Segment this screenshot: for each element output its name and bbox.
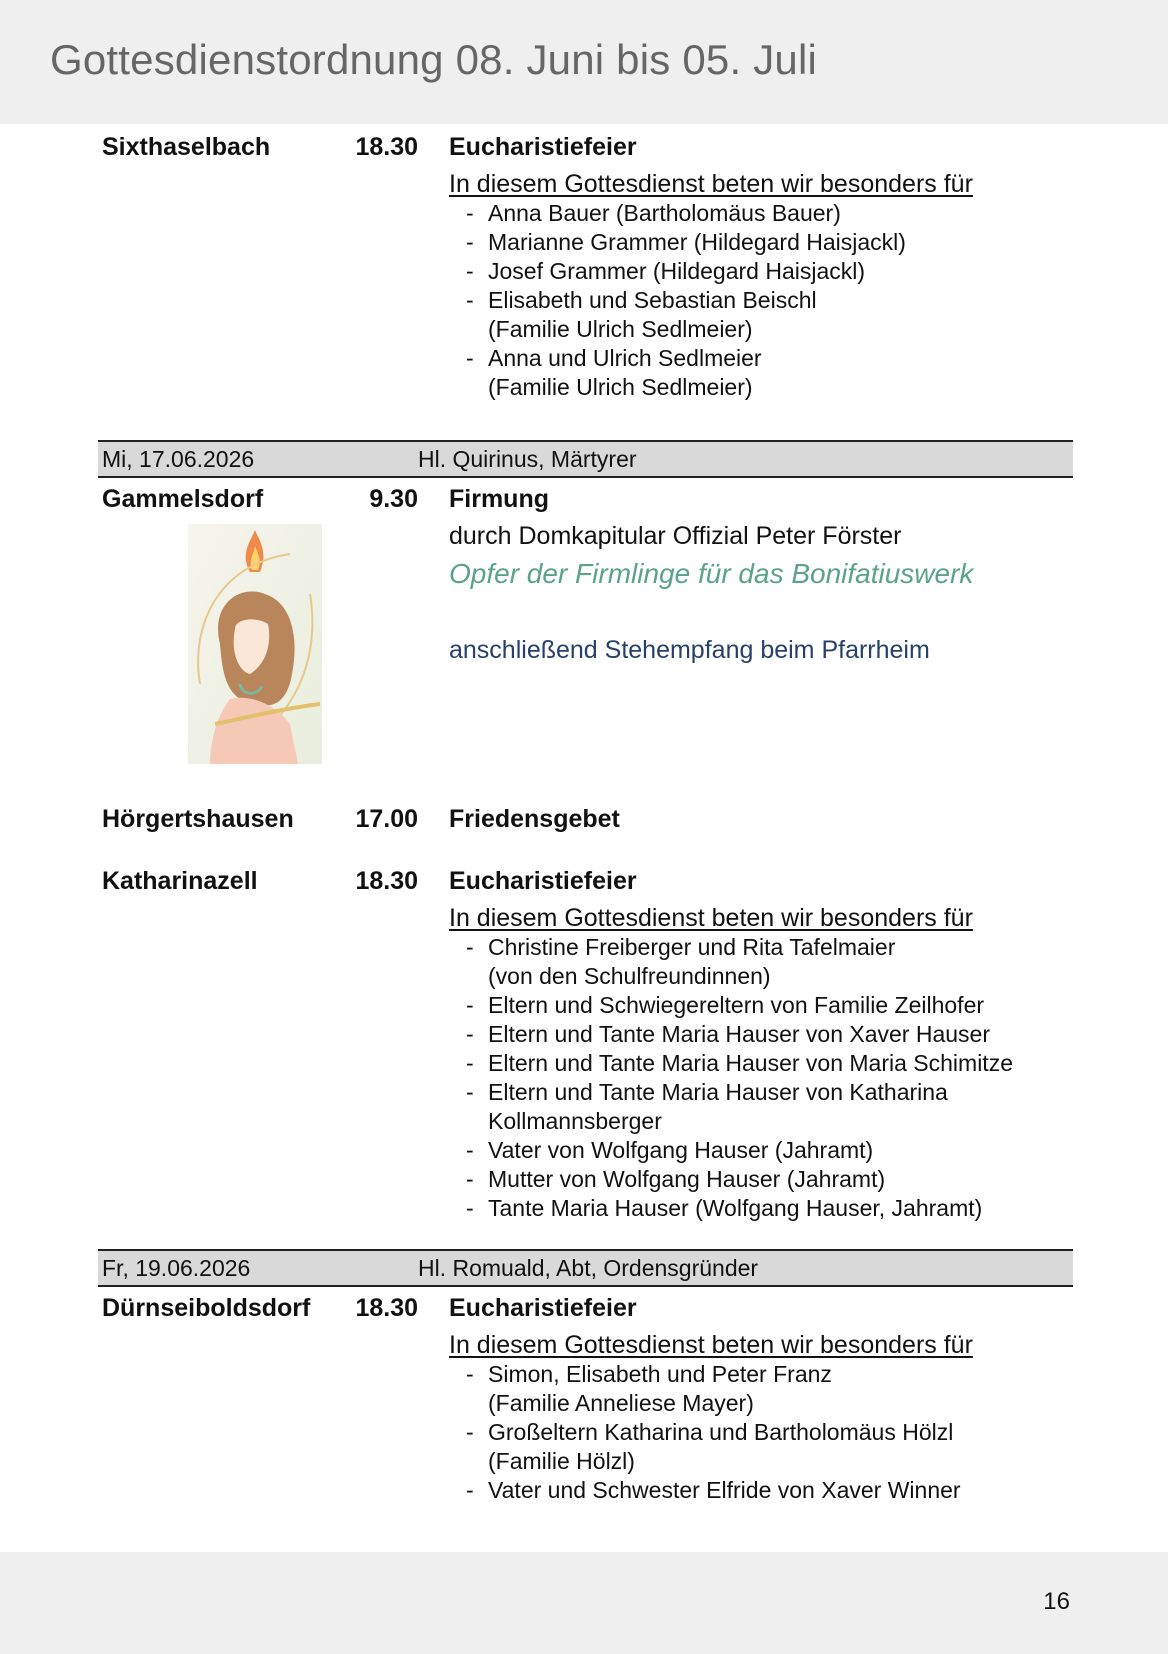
intention-item [462, 1360, 961, 1418]
intention-line: (Familie Anneliese Mayer) [488, 1390, 754, 1416]
intention-line: - Josef Grammer (Hildegard Haisjackl) [488, 258, 866, 284]
intention-item [462, 1418, 961, 1476]
intention-line: - Simon, Elisabeth und Peter Franz [488, 1361, 832, 1387]
day-header-row [98, 1249, 1073, 1287]
intentions-intro: In diesem Gottesdienst beten wir besonders für [449, 170, 973, 198]
intentions-intro: In diesem Gottesdienst beten wir besonders für [449, 904, 973, 932]
intention-line: - Eltern und Schwiegereltern von Familie Zeilhofer [488, 992, 985, 1018]
day-saint: Hl. Romuald, Abt, Ordensgründer [418, 1255, 759, 1281]
service-time: 18.30 [355, 133, 418, 161]
service-event: Eucharistiefeier [449, 1294, 637, 1322]
service-time: 9.30 [369, 485, 418, 513]
intention-line: - Eltern und Tante Maria Hauser von Katharina [488, 1079, 948, 1105]
intentions-list [462, 1360, 961, 1505]
service-place: Sixthaselbach [102, 133, 271, 161]
intention-item [462, 1078, 1013, 1136]
intention-item [462, 1194, 1013, 1223]
intention-item [462, 933, 1013, 991]
celebrant-line: durch Domkapitular Offizial Peter Förster [449, 522, 902, 550]
intention-line: - Vater und Schwester Elfride von Xaver Winner [488, 1477, 961, 1503]
intention-line: - Großeltern Katharina und Bartholomäus Hölzl [488, 1419, 954, 1445]
intention-item [462, 1136, 1013, 1165]
confirmation-illustration [180, 524, 330, 764]
service-event: Eucharistiefeier [449, 867, 637, 895]
intention-line: Kollmannsberger [488, 1108, 662, 1134]
reception-line: anschließend Stehempfang beim Pfarrheim [449, 636, 930, 664]
intentions-intro: In diesem Gottesdienst beten wir besonders für [449, 1331, 973, 1359]
day-date: Mi, 17.06.2026 [102, 446, 255, 472]
service-event: Firmung [449, 485, 549, 513]
intention-item [462, 228, 906, 257]
service-place: Gammelsdorf [102, 485, 264, 513]
intention-line: - Eltern und Tante Maria Hauser von Xaver Hauser [488, 1021, 991, 1047]
intention-line: (Familie Ulrich Sedlmeier) [488, 316, 753, 342]
intentions-list [462, 933, 1013, 1223]
service-place: Dürnseiboldsdorf [102, 1294, 311, 1322]
intention-line: (Familie Hölzl) [488, 1448, 635, 1474]
intention-item [462, 344, 906, 402]
intention-item [462, 1020, 1013, 1049]
intention-line: - Christine Freiberger und Rita Tafelmaier [488, 934, 896, 960]
day-header-row [98, 440, 1073, 478]
intention-line: - Elisabeth und Sebastian Beischl [488, 287, 817, 313]
intention-line: (Familie Ulrich Sedlmeier) [488, 374, 753, 400]
intention-line: - Vater von Wolfgang Hauser (Jahramt) [488, 1137, 874, 1163]
service-time: 18.30 [355, 1294, 418, 1322]
intention-line: (von den Schulfreundinnen) [488, 963, 771, 989]
intention-item [462, 1476, 961, 1505]
intention-line: - Eltern und Tante Maria Hauser von Maria Schimitze [488, 1050, 1013, 1076]
service-event: Eucharistiefeier [449, 133, 637, 161]
service-event: Friedensgebet [449, 805, 620, 833]
intention-item [462, 991, 1013, 1020]
page-number: 16 [1043, 1588, 1070, 1615]
service-time: 18.30 [355, 867, 418, 895]
intention-item [462, 257, 906, 286]
intention-line: - Marianne Grammer (Hildegard Haisjackl) [488, 229, 906, 255]
intentions-list [462, 199, 906, 402]
intention-item [462, 199, 906, 228]
service-place: Katharinazell [102, 867, 258, 895]
service-time: 17.00 [355, 805, 418, 833]
service-place: Hörgertshausen [102, 805, 294, 833]
intention-line: - Anna und Ulrich Sedlmeier [488, 345, 762, 371]
footer-band [0, 1552, 1168, 1654]
day-saint: Hl. Quirinus, Märtyrer [418, 446, 637, 472]
page-title: Gottesdienstordnung 08. Juni bis 05. Juli [50, 36, 818, 83]
day-date: Fr, 19.06.2026 [102, 1255, 251, 1281]
intention-item [462, 1165, 1013, 1194]
intention-line: - Anna Bauer (Bartholomäus Bauer) [488, 200, 841, 226]
intention-item [462, 1049, 1013, 1078]
intention-item [462, 286, 906, 344]
offering-line: Opfer der Firmlinge für das Bonifatiuswerk [449, 558, 974, 589]
intention-line: - Tante Maria Hauser (Wolfgang Hauser, Jahramt) [488, 1195, 983, 1221]
intention-line: - Mutter von Wolfgang Hauser (Jahramt) [488, 1166, 886, 1192]
